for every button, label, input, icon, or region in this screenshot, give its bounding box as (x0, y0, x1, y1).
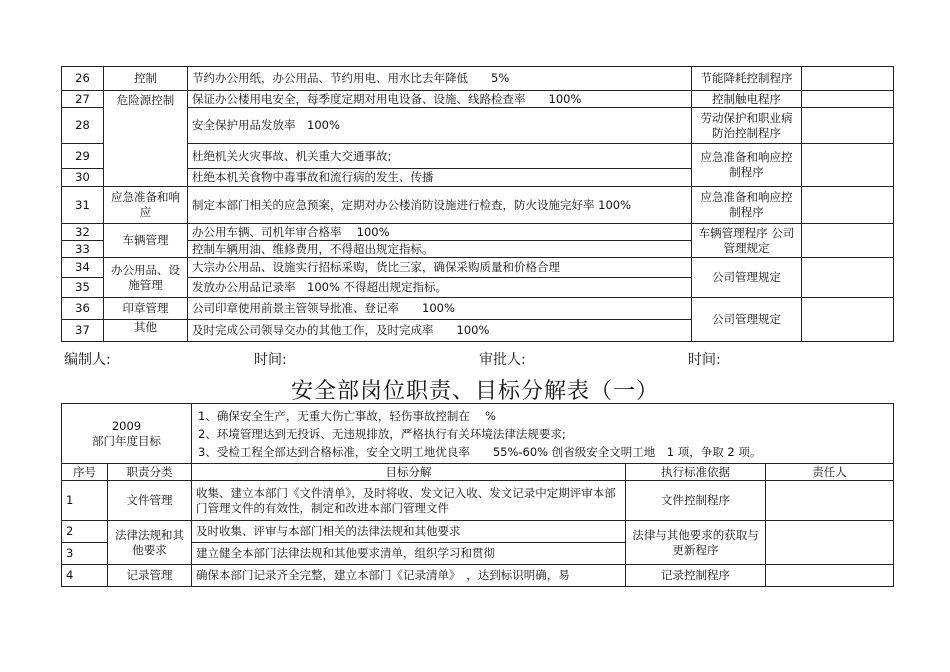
row-no: 26 (62, 67, 104, 91)
row-no: 31 (62, 187, 104, 224)
category-cell: 危险源控制 (104, 91, 188, 187)
row-no: 2 (62, 521, 108, 543)
goal-item: 3、受检工程全部达到合格标准，安全文明工地优良率 55%-60% 创省级安全文明工地 1 项，争取 2 项。 (198, 444, 762, 459)
target-cell: 发放办公用品记录率 100% 不得超出规定指标。 (188, 278, 692, 298)
target-cell: 办公用车辆、司机年审合格率 100% (188, 224, 692, 241)
target-cell: 及时收集、评审与本部门相关的法律法规和其他要求 (192, 521, 626, 543)
preparer-label: 编制人: (64, 352, 111, 368)
responsible-cell (766, 521, 894, 565)
page-title: 安全部岗位职责、目标分解表（一） (290, 379, 659, 404)
basis-cell: 车辆管理程序 公司管理规定 (692, 224, 802, 258)
target-cell: 收集、建立本部门《文件清单》，及时将收、发文记入收、发文记录中定期评审本部门管理文件的有效性，制定和改进本部门管理文件 (192, 481, 626, 521)
basis-cell: 公司管理规定 (692, 258, 802, 298)
target-cell: 大宗办公用品、设施实行招标采购，货比三家，确保采购质量和价格合理 (188, 258, 692, 278)
row-no: 30 (62, 169, 104, 187)
header-responsible: 责任人 (766, 464, 894, 481)
category-cell: 应急准备和响应 (104, 187, 188, 224)
time-label: 时间: (254, 352, 287, 368)
basis-cell: 劳动保护和职业病防治控制程序 (692, 108, 802, 144)
row-no: 35 (62, 278, 104, 298)
year-goal-label: 部门年度目标 (92, 433, 161, 448)
row-no: 28 (62, 108, 104, 144)
row-no: 36 (62, 298, 104, 320)
responsible-cell (766, 481, 894, 521)
responsible-cell (802, 298, 894, 342)
row-no: 27 (62, 91, 104, 108)
responsible-cell (802, 91, 894, 108)
row-no: 1 (62, 481, 108, 521)
category-cell: 车辆管理 (104, 224, 188, 258)
year-goal-label-cell (62, 404, 192, 464)
target-cell: 杜绝本机关食物中毒事故和流行病的发生、传播 (188, 169, 692, 187)
year: 2009 (111, 418, 142, 433)
category-cell: 其他 (104, 320, 188, 342)
row-no: 4 (62, 565, 108, 587)
header-basis: 执行标准依据 (626, 464, 766, 481)
header-category: 职责分类 (108, 464, 192, 481)
target-cell: 保证办公楼用电安全，每季度定期对用电设备、设施、线路检查率 100% (188, 91, 692, 108)
target-cell: 控制车辆用油、维修费用，不得超出规定指标。 (188, 241, 692, 258)
basis-cell: 法律与其他要求的获取与更新程序 (626, 521, 766, 565)
row-no: 37 (62, 320, 104, 342)
target-cell: 节约办公用纸，办公用品、节约用电、用水比去年降低 5% (188, 67, 692, 91)
category-cell: 文件管理 (108, 481, 192, 521)
target-cell: 安全保护用品发放率 100% (188, 108, 692, 144)
responsible-cell (802, 224, 894, 258)
responsibility-table-continued (61, 66, 894, 342)
basis-cell: 控制触电程序 (692, 91, 802, 108)
basis-cell: 应急准备和响应控制程序 (692, 187, 802, 224)
category-cell: 印章管理 (104, 298, 188, 320)
row-no: 3 (62, 543, 108, 565)
time-label: 时间: (688, 352, 721, 368)
responsible-cell (802, 187, 894, 224)
category-cell: 办公用品、设施管理 (104, 258, 188, 298)
row-no: 29 (62, 144, 104, 169)
row-no: 34 (62, 258, 104, 278)
goal-item: 2、环境管理达到无投诉、无违规排放，严格执行有关环境法律法规要求; (198, 426, 566, 441)
basis-cell: 文件控制程序 (626, 481, 766, 521)
row-no: 32 (62, 224, 104, 241)
basis-cell: 节能降耗控制程序 (692, 67, 802, 91)
category-cell: 控制 (104, 67, 188, 91)
target-cell: 杜绝机关火灾事故、机关重大交通事故; (188, 144, 692, 169)
row-no: 33 (62, 241, 104, 258)
goal-item: 1、确保安全生产，无重大伤亡事故，轻伤事故控制在 % (198, 408, 496, 423)
signature-line (64, 349, 884, 369)
header-no: 序号 (62, 464, 108, 481)
approver-label: 审批人: (479, 352, 526, 368)
category-cell: 记录管理 (108, 565, 192, 587)
responsible-cell (802, 258, 894, 298)
basis-cell: 应急准备和响应控制程序 (692, 144, 802, 187)
responsible-cell (802, 67, 894, 91)
target-cell: 确保本部门记录齐全完整，建立本部门《记录清单》 ，达到标识明确，易 (192, 565, 626, 587)
basis-cell: 公司管理规定 (692, 298, 802, 342)
target-cell: 及时完成公司领导交办的其他工作，及时完成率 100% (188, 320, 692, 342)
target-cell: 建立健全本部门法律法规和其他要求清单，组织学习和贯彻 (192, 543, 626, 565)
category-cell: 法律法规和其他要求 (108, 521, 192, 565)
header-target: 目标分解 (192, 464, 626, 481)
responsible-cell (802, 108, 894, 144)
responsible-cell (766, 565, 894, 587)
annual-goals (192, 404, 894, 464)
responsibility-table (61, 403, 894, 587)
responsible-cell (802, 144, 894, 187)
target-cell: 制定本部门相关的应急预案，定期对办公楼消防设施进行检查，防火设施完好率 100% (188, 187, 692, 224)
target-cell: 公司印章使用前景主管领导批准、登记率 100% (188, 298, 692, 320)
basis-cell: 记录控制程序 (626, 565, 766, 587)
